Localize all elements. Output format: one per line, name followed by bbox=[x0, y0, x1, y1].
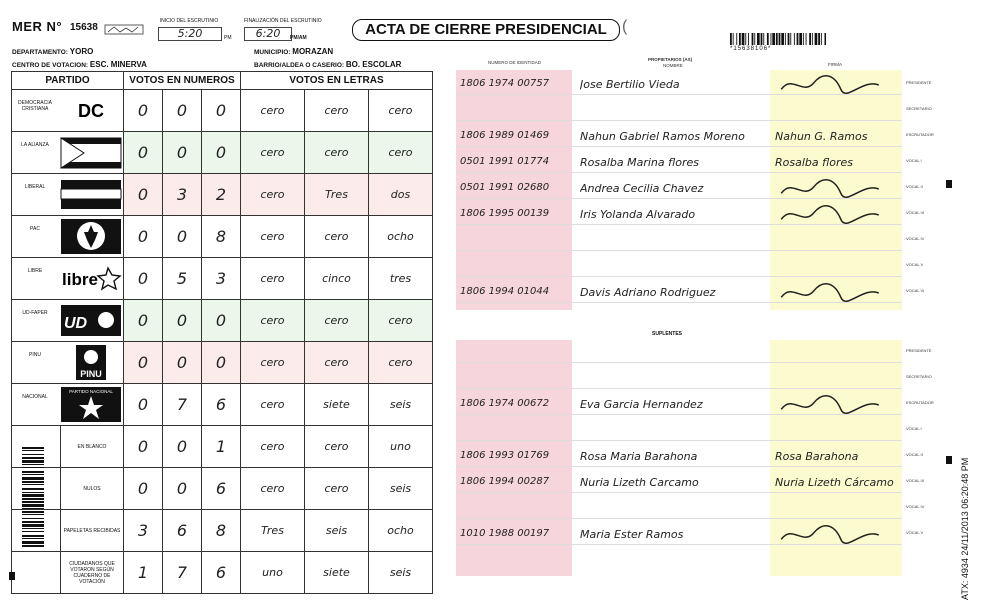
stat-digit-value: 0 bbox=[176, 436, 188, 456]
vote-word-value: cero bbox=[324, 104, 349, 117]
barrio-label: BARRIO/ALDEA O CASERIO: bbox=[254, 62, 345, 69]
vote-word bbox=[241, 342, 305, 384]
vote-word bbox=[305, 300, 369, 342]
stat-digit-value: 8 bbox=[215, 520, 227, 540]
vote-word-value: cero bbox=[260, 356, 285, 369]
fin-time: 6:20 bbox=[244, 27, 292, 41]
member-firma: Rosalba flores bbox=[775, 156, 853, 169]
member-name: Rosalba Marina flores bbox=[580, 156, 699, 169]
member-row bbox=[456, 496, 902, 519]
vote-digit-value: 0 bbox=[137, 184, 149, 204]
vote-word-value: cero bbox=[260, 398, 285, 411]
vote-word-value: cero bbox=[324, 230, 349, 243]
vote-digit bbox=[124, 174, 163, 216]
party-name: LIBERAL bbox=[24, 184, 46, 190]
vote-word-value: cero bbox=[260, 104, 285, 117]
vote-word bbox=[369, 90, 433, 132]
signature-icon bbox=[775, 176, 885, 202]
liberal-flag-logo-icon bbox=[60, 176, 122, 213]
vote-digit-value: 8 bbox=[215, 226, 227, 246]
vote-digit-value: 5 bbox=[176, 268, 188, 288]
party-cell bbox=[12, 342, 124, 384]
stat-digit-value: 1 bbox=[215, 436, 227, 456]
vote-word-value: cero bbox=[388, 104, 413, 117]
vote-digit-value: 0 bbox=[137, 394, 149, 414]
vote-word-value: cero bbox=[388, 146, 413, 159]
vote-word-value: seis bbox=[389, 398, 412, 411]
col-identidad: NUMERO DE IDENTIDAD bbox=[488, 60, 542, 65]
member-id: 1010 1988 00197 bbox=[460, 528, 550, 539]
registration-marker bbox=[9, 572, 15, 580]
member-name: Davis Adriano Rodriguez bbox=[580, 286, 716, 299]
stat-word-value: ocho bbox=[387, 524, 414, 537]
barcode-left-icon bbox=[22, 447, 54, 547]
stat-word-value: cero bbox=[324, 482, 349, 495]
vote-word bbox=[369, 384, 433, 426]
party-row bbox=[12, 342, 433, 384]
party-name: PAC bbox=[30, 226, 40, 232]
vote-word-value: cero bbox=[324, 314, 349, 327]
pinu-logo-icon bbox=[60, 344, 122, 381]
member-name: Nahun Gabriel Ramos Moreno bbox=[580, 130, 745, 143]
stat-digit bbox=[163, 426, 202, 468]
member-cargo: VOCAL II bbox=[906, 452, 923, 457]
dc-logo-icon bbox=[60, 92, 122, 129]
departamento-label: DEPARTAMENTO: bbox=[12, 49, 68, 56]
barrio-value: BO. ESCOLAR bbox=[345, 60, 402, 69]
vote-digit-value: 2 bbox=[215, 184, 227, 204]
party-name: NACIONAL bbox=[22, 394, 48, 400]
vote-digit-value: 0 bbox=[137, 310, 149, 330]
col-letras: VOTOS EN LETRAS bbox=[241, 72, 433, 90]
vote-digit bbox=[202, 300, 241, 342]
member-id: 1806 1994 01044 bbox=[460, 286, 550, 297]
stat-word bbox=[241, 426, 305, 468]
stat-row bbox=[12, 426, 433, 468]
party-row bbox=[12, 90, 433, 132]
member-name: Nuria Lizeth Carcamo bbox=[580, 476, 699, 489]
stat-digit-value: 0 bbox=[176, 478, 188, 498]
stat-word bbox=[305, 552, 369, 594]
vote-word-value: cero bbox=[324, 356, 349, 369]
vote-digit-value: 3 bbox=[176, 184, 188, 204]
stat-digit bbox=[124, 468, 163, 510]
stat-digit bbox=[163, 552, 202, 594]
vote-word bbox=[305, 216, 369, 258]
party-name: PINU bbox=[29, 352, 41, 358]
vote-digit bbox=[124, 300, 163, 342]
stat-word-value: cero bbox=[260, 440, 285, 453]
vote-digit bbox=[202, 174, 241, 216]
member-id: 1806 1994 00287 bbox=[460, 476, 550, 487]
vote-word-value: dos bbox=[390, 188, 411, 201]
vote-word bbox=[241, 90, 305, 132]
inicio-ampm: PM bbox=[224, 35, 232, 41]
stat-digit bbox=[124, 510, 163, 552]
party-row bbox=[12, 258, 433, 300]
party-name: DEMOCRACIA CRISTIANA bbox=[18, 100, 52, 112]
member-cargo: VOCAL V bbox=[906, 262, 924, 267]
acta-title: ACTA DE CIERRE PRESIDENCIAL bbox=[352, 19, 620, 41]
mer-label: MER N° bbox=[12, 19, 63, 34]
vote-digit-value: 0 bbox=[137, 142, 149, 162]
paren-mark: ( bbox=[622, 18, 628, 35]
vote-word bbox=[241, 300, 305, 342]
member-row bbox=[456, 340, 902, 363]
vote-digit bbox=[163, 300, 202, 342]
vote-word bbox=[305, 342, 369, 384]
party-name: LA ALIANZA bbox=[21, 142, 49, 148]
stat-label: NULOS bbox=[83, 485, 101, 492]
vote-digit-value: 0 bbox=[137, 100, 149, 120]
stat-digit bbox=[163, 510, 202, 552]
stat-digit-value: 7 bbox=[176, 562, 188, 582]
stat-digit bbox=[163, 468, 202, 510]
stat-digit-value: 6 bbox=[215, 478, 227, 498]
stat-word-value: uno bbox=[390, 440, 411, 453]
stat-word-value: seis bbox=[389, 566, 412, 579]
registration-marker bbox=[946, 456, 952, 464]
stat-label: PAPELETAS RECIBIDAS bbox=[63, 527, 121, 534]
stat-digit bbox=[202, 426, 241, 468]
stat-word-value: Tres bbox=[261, 524, 284, 537]
party-row bbox=[12, 132, 433, 174]
stat-digit bbox=[202, 468, 241, 510]
stat-digit bbox=[124, 552, 163, 594]
fin-ampm: PM/AM bbox=[290, 35, 307, 41]
party-name: LIBRE bbox=[27, 268, 43, 274]
col-partido: PARTIDO bbox=[12, 72, 124, 90]
vote-word bbox=[241, 384, 305, 426]
vote-word bbox=[305, 174, 369, 216]
vote-digit bbox=[163, 384, 202, 426]
member-cargo: ESCRUTADOR bbox=[906, 400, 934, 405]
vote-digit bbox=[163, 258, 202, 300]
vote-digit bbox=[202, 384, 241, 426]
vote-digit bbox=[124, 342, 163, 384]
stat-word bbox=[369, 426, 433, 468]
vote-word-value: cero bbox=[260, 314, 285, 327]
member-id: 0501 1991 01774 bbox=[460, 156, 550, 167]
vote-word-value: cero bbox=[260, 146, 285, 159]
party-cell bbox=[12, 216, 124, 258]
svg-text:PINU: PINU bbox=[80, 369, 102, 379]
vote-digit-value: 0 bbox=[137, 226, 149, 246]
member-cargo: VOCAL III bbox=[906, 210, 924, 215]
vote-digit-value: 0 bbox=[176, 100, 188, 120]
member-row bbox=[456, 98, 902, 121]
col-nombre: NOMBRE bbox=[663, 63, 683, 68]
stat-word-value: seis bbox=[325, 524, 348, 537]
stat-digit bbox=[202, 552, 241, 594]
vote-word-value: cero bbox=[260, 230, 285, 243]
vote-digit-value: 0 bbox=[176, 310, 188, 330]
stat-word-value: uno bbox=[262, 566, 283, 579]
vote-digit bbox=[124, 132, 163, 174]
vote-word-value: cinco bbox=[322, 272, 351, 285]
party-cell bbox=[12, 384, 124, 426]
vote-word bbox=[305, 258, 369, 300]
pac-emblem-logo-icon bbox=[60, 218, 122, 255]
stat-word-value: siete bbox=[323, 566, 350, 579]
stat-digit-value: 6 bbox=[176, 520, 188, 540]
vote-word-value: cero bbox=[388, 356, 413, 369]
member-firma: Nahun G. Ramos bbox=[775, 130, 868, 143]
vote-digit bbox=[163, 216, 202, 258]
fin-label: FINALIZACIÓN DEL ESCRUTINIO bbox=[244, 18, 322, 24]
member-id: 0501 1991 02680 bbox=[460, 182, 550, 193]
stat-word-value: cero bbox=[260, 482, 285, 495]
alianza-flag-logo-icon bbox=[60, 134, 122, 171]
vote-word bbox=[369, 342, 433, 384]
member-id: 1806 1974 00672 bbox=[460, 398, 550, 409]
vote-word bbox=[305, 132, 369, 174]
member-id: 1806 1993 01769 bbox=[460, 450, 550, 461]
party-name: UD-FAPER bbox=[22, 310, 48, 316]
member-id: 1806 1995 00139 bbox=[460, 208, 550, 219]
stat-word bbox=[305, 510, 369, 552]
vote-digit bbox=[124, 90, 163, 132]
barcode-top-icon bbox=[730, 33, 826, 45]
timestamp-stamp: ATX: 4934 24/11/2013 06:20:48 PM bbox=[960, 457, 970, 600]
vote-digit bbox=[202, 90, 241, 132]
stat-digit-value: 1 bbox=[137, 562, 149, 582]
member-cargo: VOCAL VI bbox=[906, 288, 925, 293]
member-firma: Nuria Lizeth Cárcamo bbox=[775, 476, 894, 489]
member-name: Jose Bertilio Vieda bbox=[580, 78, 680, 91]
centro-value: ESC. MINERVA bbox=[89, 60, 147, 69]
member-cargo: ESCRUTADOR bbox=[906, 132, 934, 137]
mer-number: 15638 bbox=[70, 22, 98, 33]
tse-logo-icon bbox=[104, 22, 144, 36]
vote-digit bbox=[163, 342, 202, 384]
member-cargo: VOCAL II bbox=[906, 184, 923, 189]
member-row bbox=[456, 366, 902, 389]
stat-label: CIUDADANOS QUE VOTARON SEGÚN CUADERNO DE VOTACIÓN bbox=[69, 560, 115, 585]
vote-word bbox=[241, 216, 305, 258]
stat-digit-value: 0 bbox=[137, 436, 149, 456]
stat-word bbox=[369, 468, 433, 510]
municipio-meta bbox=[254, 46, 401, 72]
member-id: 1806 1989 01469 bbox=[460, 130, 550, 141]
vote-digit bbox=[202, 132, 241, 174]
vote-word-value: ocho bbox=[387, 230, 414, 243]
vote-digit bbox=[202, 216, 241, 258]
member-row bbox=[456, 228, 902, 251]
svg-text:UD: UD bbox=[64, 315, 88, 332]
signature-icon bbox=[775, 392, 885, 418]
vote-word-value: cero bbox=[324, 146, 349, 159]
vote-digit bbox=[202, 258, 241, 300]
stat-digit-value: 3 bbox=[137, 520, 149, 540]
col-numeros: VOTOS EN NUMEROS bbox=[124, 72, 241, 90]
departamento-value: YORO bbox=[69, 47, 94, 56]
vote-digit-value: 7 bbox=[176, 394, 188, 414]
municipio-label: MUNICIPIO: bbox=[254, 49, 291, 56]
stat-digit bbox=[202, 510, 241, 552]
vote-word bbox=[369, 258, 433, 300]
vote-word bbox=[305, 384, 369, 426]
svg-text:libre: libre bbox=[62, 270, 98, 289]
vote-word bbox=[369, 300, 433, 342]
vote-word bbox=[241, 258, 305, 300]
member-cargo: VOCAL IV bbox=[906, 236, 925, 241]
vote-word bbox=[241, 174, 305, 216]
member-firma: Rosa Barahona bbox=[775, 450, 859, 463]
member-row bbox=[456, 418, 902, 441]
vote-digit-value: 0 bbox=[215, 310, 227, 330]
vote-word bbox=[369, 174, 433, 216]
member-cargo: VOCAL III bbox=[906, 478, 924, 483]
vote-digit bbox=[163, 174, 202, 216]
member-cargo: VOCAL I bbox=[906, 158, 922, 163]
party-row bbox=[12, 384, 433, 426]
inicio-time: 5:20 bbox=[158, 27, 222, 41]
stat-digit-value: 0 bbox=[137, 478, 149, 498]
stat-row bbox=[12, 468, 433, 510]
party-row bbox=[12, 300, 433, 342]
stat-word bbox=[241, 552, 305, 594]
vote-word-value: Tres bbox=[325, 188, 348, 201]
signature-icon bbox=[775, 202, 885, 228]
vote-digit bbox=[202, 342, 241, 384]
registration-marker bbox=[946, 180, 952, 188]
stat-word bbox=[369, 510, 433, 552]
stat-row bbox=[12, 510, 433, 552]
member-cargo: VOCAL V bbox=[906, 530, 924, 535]
vote-word-value: cero bbox=[260, 188, 285, 201]
member-id: 1806 1974 00757 bbox=[460, 78, 550, 89]
member-name: Iris Yolanda Alvarado bbox=[580, 208, 696, 221]
stat-word bbox=[369, 552, 433, 594]
party-row bbox=[12, 216, 433, 258]
vote-digit-value: 6 bbox=[215, 394, 227, 414]
vote-digit-value: 0 bbox=[176, 226, 188, 246]
vote-digit bbox=[124, 384, 163, 426]
stat-row bbox=[12, 552, 433, 594]
member-cargo: SECRETARIO bbox=[906, 374, 932, 379]
stat-label: EN BLANCO bbox=[77, 443, 107, 450]
stat-label-cell bbox=[12, 552, 124, 594]
vote-digit-value: 0 bbox=[215, 352, 227, 372]
svg-text:DC: DC bbox=[78, 101, 104, 121]
vote-digit bbox=[124, 216, 163, 258]
stat-word bbox=[305, 468, 369, 510]
vote-digit-value: 0 bbox=[176, 352, 188, 372]
party-cell bbox=[12, 90, 124, 132]
stat-word-value: cero bbox=[324, 440, 349, 453]
municipio-value: MORAZAN bbox=[292, 47, 334, 56]
stat-digit-value: 6 bbox=[215, 562, 227, 582]
member-cargo: VOCAL IV bbox=[906, 504, 925, 509]
col-firma: FIRMA bbox=[828, 62, 842, 67]
inicio-label: INICIO DEL ESCRUTINIO bbox=[159, 18, 219, 24]
stat-word bbox=[305, 426, 369, 468]
member-name: Eva Garcia Hernandez bbox=[580, 398, 703, 411]
vote-word-value: tres bbox=[389, 272, 412, 285]
suplentes-header: SUPLENTES bbox=[652, 331, 683, 337]
member-name: Maria Ester Ramos bbox=[580, 528, 684, 541]
vote-digit bbox=[124, 258, 163, 300]
member-name: Andrea Cecilia Chavez bbox=[580, 182, 704, 195]
col-propietarios: PROPIETARIOS (AS) bbox=[648, 57, 693, 62]
stat-digit bbox=[124, 426, 163, 468]
vote-digit bbox=[163, 132, 202, 174]
vote-digit-value: 0 bbox=[215, 142, 227, 162]
centro-label: CENTRO DE VOTACION: bbox=[12, 62, 89, 69]
party-row bbox=[12, 174, 433, 216]
barcode-number: *15638106* bbox=[730, 46, 772, 52]
vote-word-value: cero bbox=[388, 314, 413, 327]
vote-word bbox=[241, 132, 305, 174]
signature-icon bbox=[775, 522, 885, 548]
party-cell bbox=[12, 174, 124, 216]
vote-word-value: cero bbox=[260, 272, 285, 285]
signature-icon bbox=[775, 72, 885, 98]
libre-logo-icon bbox=[60, 260, 122, 297]
party-cell bbox=[12, 258, 124, 300]
stat-word-value: seis bbox=[389, 482, 412, 495]
member-row bbox=[456, 254, 902, 277]
stat-word bbox=[241, 468, 305, 510]
stat-word bbox=[241, 510, 305, 552]
nacional-star-logo-icon bbox=[60, 386, 122, 423]
party-cell bbox=[12, 300, 124, 342]
vote-digit-value: 0 bbox=[137, 352, 149, 372]
vote-word bbox=[369, 132, 433, 174]
member-cargo: VOCAL I bbox=[906, 426, 922, 431]
votes-table bbox=[11, 71, 433, 594]
svg-text:PARTIDO NACIONAL: PARTIDO NACIONAL bbox=[69, 389, 113, 394]
member-cargo: SECRETARIO bbox=[906, 106, 932, 111]
vote-digit-value: 0 bbox=[215, 100, 227, 120]
member-cargo: PRESIDENTE bbox=[906, 80, 932, 85]
vote-digit-value: 3 bbox=[215, 268, 227, 288]
vote-word-value: siete bbox=[323, 398, 350, 411]
vote-word bbox=[305, 90, 369, 132]
vote-digit bbox=[163, 90, 202, 132]
party-cell bbox=[12, 132, 124, 174]
vote-digit-value: 0 bbox=[176, 142, 188, 162]
ud-logo-icon bbox=[60, 302, 122, 339]
member-cargo: PRESIDENTE bbox=[906, 348, 932, 353]
member-name: Rosa Maria Barahona bbox=[580, 450, 698, 463]
signature-icon bbox=[775, 280, 885, 306]
vote-digit-value: 0 bbox=[137, 268, 149, 288]
vote-word bbox=[369, 216, 433, 258]
location-meta bbox=[12, 46, 147, 72]
